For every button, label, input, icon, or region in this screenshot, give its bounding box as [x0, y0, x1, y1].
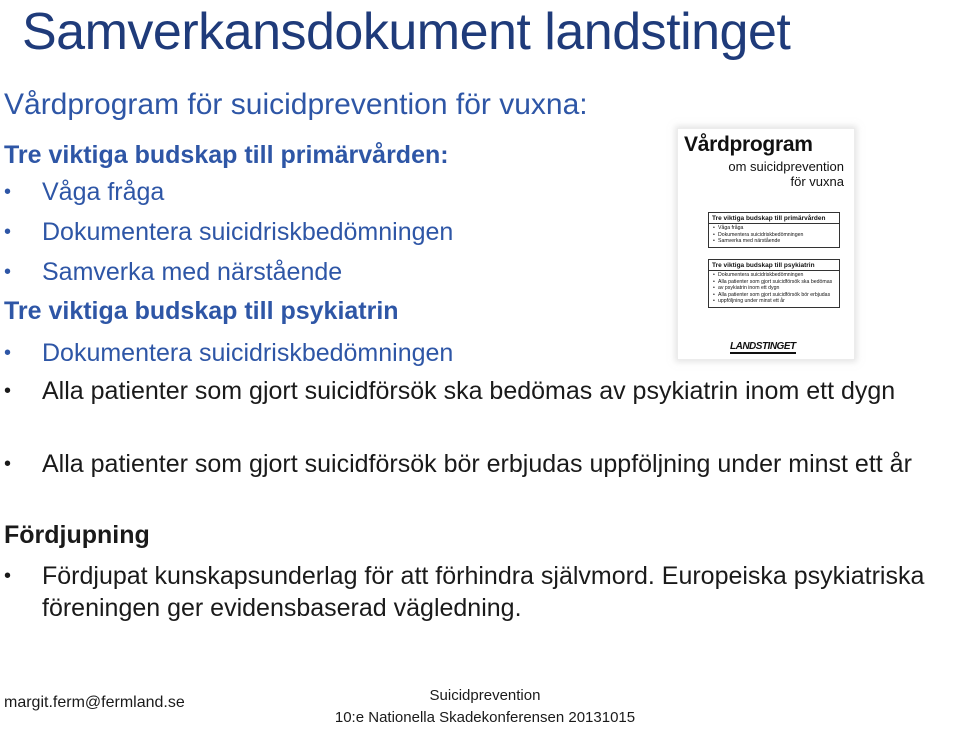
psychiatry-heading: Tre viktiga budskap till psykiatrin: [4, 297, 399, 325]
bullet-icon: •: [4, 380, 12, 402]
bullet-icon: •: [4, 221, 12, 243]
list-item: • Våga fråga: [4, 178, 165, 206]
footer-topic: Suicidprevention: [429, 687, 541, 704]
list-item: • Alla patienter som gjort suicidförsök bör erbjudas uppföljning under minst ett år: [4, 450, 912, 478]
bullet-icon: •: [4, 453, 12, 475]
brochure-box-primary-care: Tre viktiga budskap till primärvården • Våga fråga • Dokumentera suicidriskbedömningen • Samverka med närstående: [708, 212, 840, 248]
slide-subtitle: Vårdprogram för suicidprevention för vuxna:: [4, 88, 588, 121]
bullet-icon: •: [4, 565, 12, 587]
landstinget-logo: LANDSTINGET: [730, 341, 796, 352]
brochure-title: Vårdprogram: [684, 133, 813, 156]
footer-event: 10:e Nationella Skadekonferensen 20131015: [334, 709, 636, 726]
primary-care-heading: Tre viktiga budskap till primärvården:: [4, 141, 449, 169]
bullet-icon: •: [4, 261, 12, 283]
footer-event-info: [300, 685, 670, 729]
slide-title: Samverkansdokument landstinget: [22, 3, 791, 61]
brochure-box-psychiatry: Tre viktiga budskap till psykiatrin • Dokumentera suicidriskbedömningen • Alla patienter som gjort suicidförsök ska bedömas • av psykiatrin inom ett dygn • Alla patienter som gjort suicidförsök bör erbjudas • uppföljning under minst ett år: [708, 259, 840, 308]
footer-email: margit.ferm@fermland.se: [4, 694, 185, 711]
list-item: • Alla patienter som gjort suicidförsök ska bedömas av psykiatrin inom ett dygn: [4, 377, 896, 405]
list-item: • Dokumentera suicidriskbedömningen: [4, 339, 454, 367]
list-item: • Samverka med närstående: [4, 258, 343, 286]
brochure-subtitle: om suicidprevention för vuxna: [728, 159, 844, 189]
list-item: • Fördjupat kunskapsunderlag för att förhindra självmord. Europeiska psykiatriska föreningen ger evidensbaserad vägledning.: [4, 562, 925, 622]
bullet-icon: •: [4, 342, 12, 364]
brochure-cover-image: [677, 128, 855, 360]
bullet-icon: •: [4, 181, 12, 203]
deepening-heading: Fördjupning: [4, 521, 150, 549]
list-item: • Dokumentera suicidriskbedömningen: [4, 218, 454, 246]
